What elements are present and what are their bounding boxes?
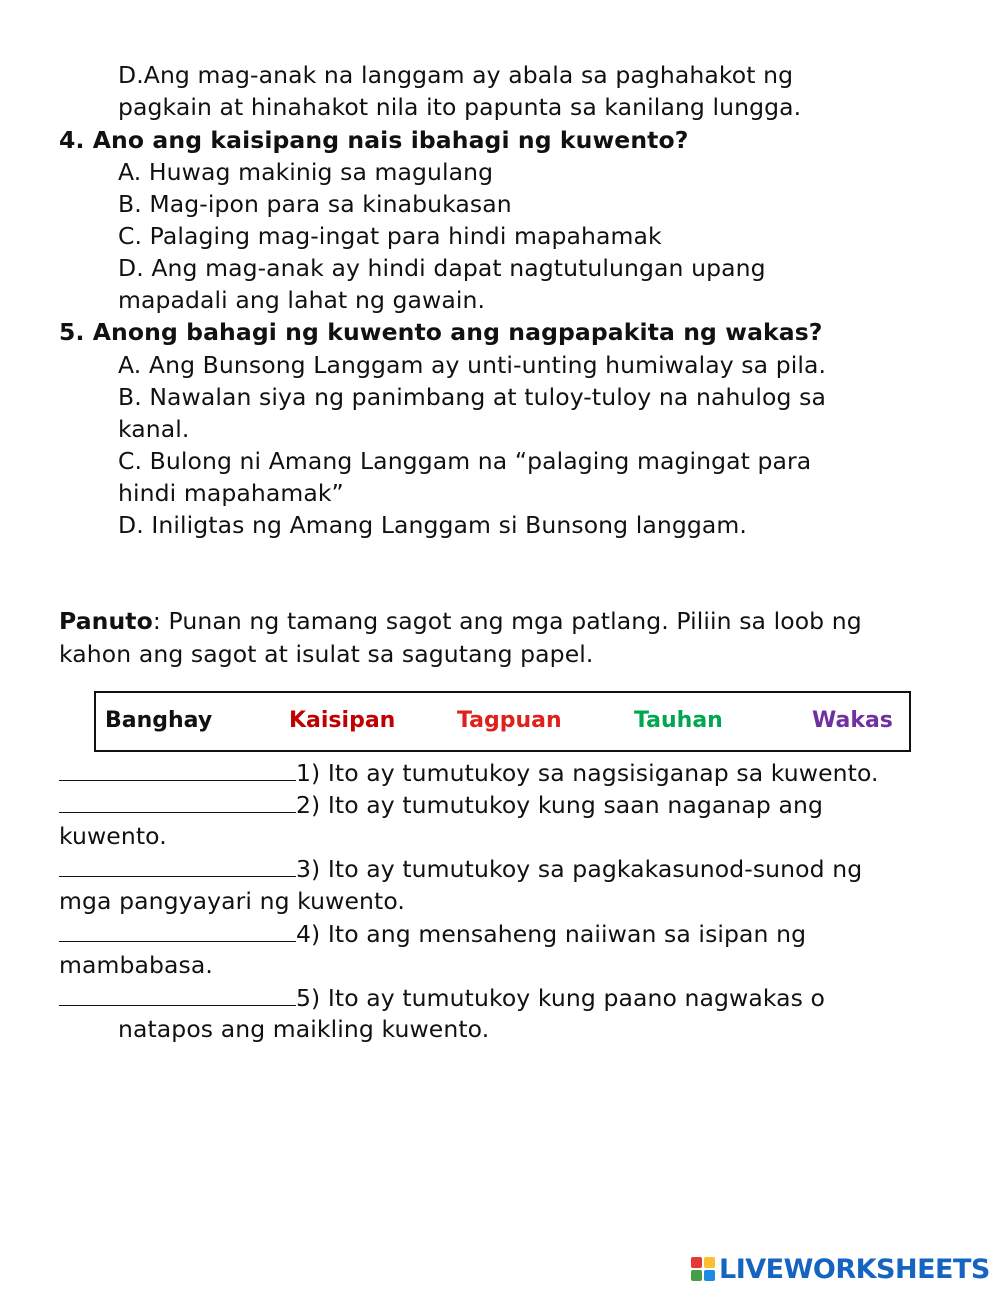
logo-square-yellow <box>704 1257 715 1268</box>
fill-item-2-text: 2) Ito ay tumutukoy kung saan naganap ang <box>296 791 823 819</box>
word-tagpuan: Tagpuan <box>457 708 562 733</box>
fill-item-2 <box>59 788 823 821</box>
instructions-label: Panuto <box>59 607 153 635</box>
fill-item-5 <box>59 981 825 1014</box>
fill-item-3-text: 3) Ito ay tumutukoy sa pagkakasunod-sunod ng <box>296 855 863 883</box>
fill-item-3 <box>59 852 862 885</box>
q5-option-b-line-1: B. Nawalan siya ng panimbang at tuloy-tuloy na nahulog sa <box>118 383 826 411</box>
q4-option-b: B. Mag-ipon para sa kinabukasan <box>118 190 512 218</box>
q4-option-d-line-2: mapadali ang lahat ng gawain. <box>118 286 486 314</box>
q3-option-d-line-1: D.Ang mag-anak na langgam ay abala sa paghahakot ng <box>118 61 794 89</box>
q5-option-c-line-2: hindi mapahamak” <box>118 479 344 507</box>
liveworksheets-logo <box>691 1254 990 1284</box>
answer-blank-2[interactable] <box>59 788 296 813</box>
q5-option-b-line-2: kanal. <box>118 415 190 443</box>
q4-option-d-line-1: D. Ang mag-anak ay hindi dapat nagtutulungan upang <box>118 254 766 282</box>
word-kaisipan: Kaisipan <box>289 708 396 733</box>
instructions-line-2: kahon ang sagot at isulat sa sagutang papel. <box>59 640 594 668</box>
answer-blank-1[interactable] <box>59 756 296 781</box>
logo-square-red <box>691 1257 702 1268</box>
logo-grid-icon <box>691 1257 715 1281</box>
fill-item-4-text: 4) Ito ang mensaheng naiiwan sa isipan ng <box>296 920 807 948</box>
q5-option-d: D. Iniligtas ng Amang Langgam si Bunsong langgam. <box>118 511 747 539</box>
fill-item-5-continuation: natapos ang maikling kuwento. <box>118 1015 490 1043</box>
answer-blank-4[interactable] <box>59 917 296 942</box>
logo-text: LIVEWORKSHEETS <box>719 1253 990 1285</box>
answer-blank-3[interactable] <box>59 852 296 877</box>
fill-item-1-text: 1) Ito ay tumutukoy sa nagsisiganap sa kuwento. <box>296 759 879 787</box>
logo-square-blue <box>704 1270 715 1281</box>
instructions-text-1: : Punan ng tamang sagot ang mga patlang. Piliin sa loob ng <box>152 607 862 635</box>
fill-item-4-continuation: mambabasa. <box>59 951 213 979</box>
fill-item-3-continuation: mga pangyayari ng kuwento. <box>59 887 405 915</box>
word-tauhan: Tauhan <box>634 708 723 733</box>
fill-item-2-continuation: kuwento. <box>59 822 167 850</box>
fill-item-5-text: 5) Ito ay tumutukoy kung paano nagwakas o <box>296 984 826 1012</box>
q5-option-c-line-1: C. Bulong ni Amang Langgam na “palaging magingat para <box>118 447 812 475</box>
q4-option-a: A. Huwag makinig sa magulang <box>118 158 494 186</box>
word-bank-box <box>94 691 911 752</box>
q5-option-a: A. Ang Bunsong Langgam ay unti-unting humiwalay sa pila. <box>118 351 827 379</box>
fill-item-1 <box>59 756 879 789</box>
word-banghay: Banghay <box>105 708 213 733</box>
q4-option-c: C. Palaging mag-ingat para hindi mapahamak <box>118 222 662 250</box>
word-wakas: Wakas <box>812 708 893 733</box>
question-4: 4. Ano ang kaisipang nais ibahagi ng kuwento? <box>59 126 689 154</box>
question-5: 5. Anong bahagi ng kuwento ang nagpapakita ng wakas? <box>59 318 823 346</box>
q3-option-d-line-2: pagkain at hinahakot nila ito papunta sa kanilang lungga. <box>118 93 802 121</box>
instructions-line-1 <box>59 605 862 637</box>
fill-item-4 <box>59 917 806 950</box>
logo-square-green <box>691 1270 702 1281</box>
answer-blank-5[interactable] <box>59 981 296 1006</box>
